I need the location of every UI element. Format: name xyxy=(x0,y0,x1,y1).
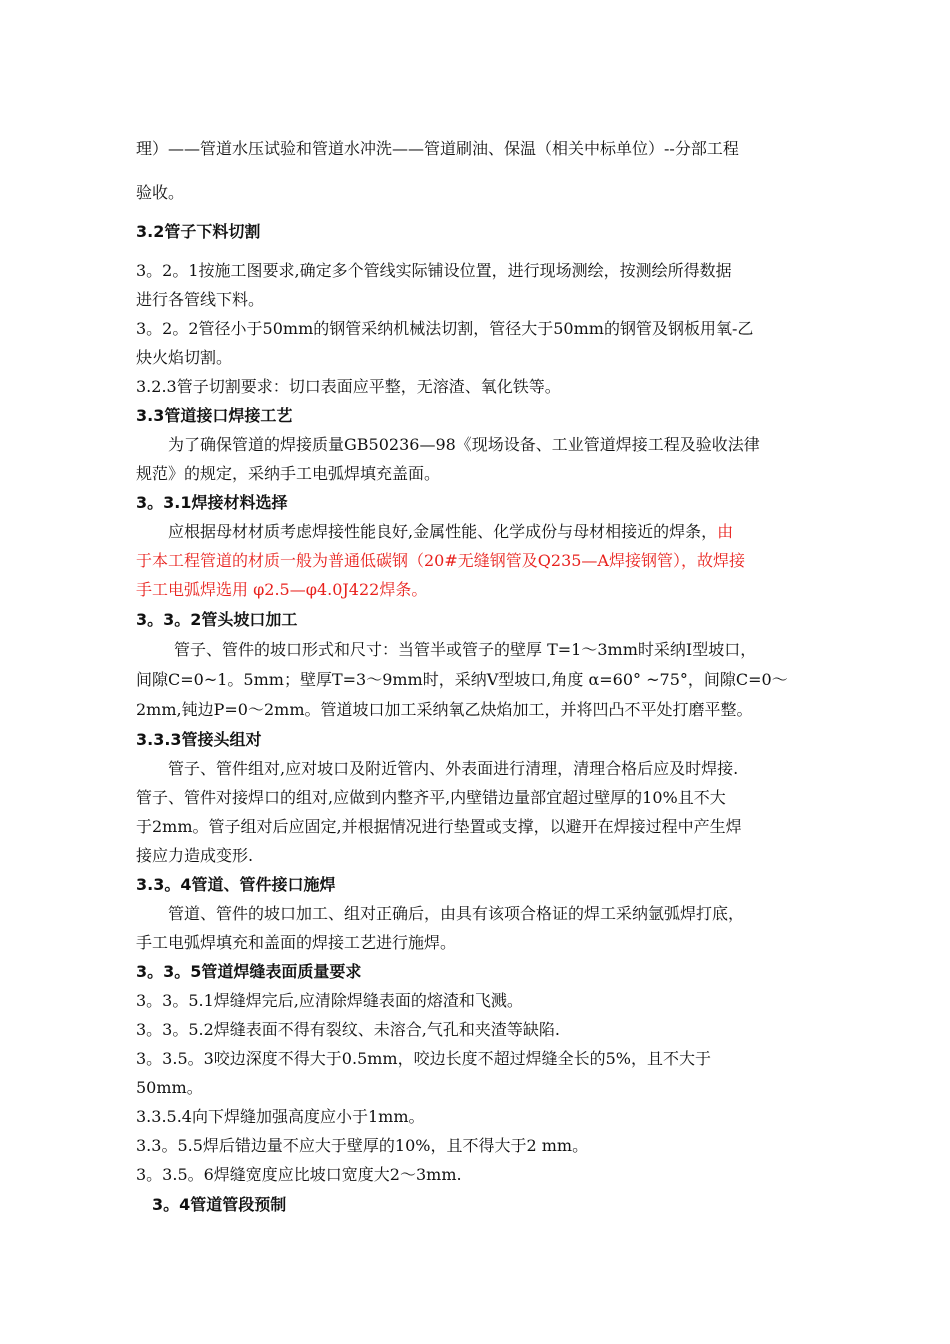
highlighted-text: 由 xyxy=(717,522,734,541)
paragraph-line xyxy=(168,521,733,543)
paragraph-line: 于2mm。管子组对后应固定,并根据情况进行垫置或支撑，以避开在焊接过程中产生焊 xyxy=(136,817,742,836)
section-heading-3-3-2: 3。3。2管头坡口加工 xyxy=(136,610,298,629)
paragraph-line: 3。3.5。6焊缝宽度应比坡口宽度大2～3mm. xyxy=(136,1165,462,1184)
section-heading-3-4: 3。4管道管段预制 xyxy=(152,1195,287,1214)
paragraph-line: 管道、管件的坡口加工、组对正确后，由具有该项合格证的焊工采纳氩弧焊打底， xyxy=(168,904,745,923)
paragraph-line: 3。3.5。3咬边深度不得大于0.5mm，咬边长度不超过焊缝全长的5%，且不大于 xyxy=(136,1049,711,1068)
paragraph-line: 3。3。5.1焊缝焊完后,应清除焊缝表面的熔渣和飞溅。 xyxy=(136,991,523,1010)
paragraph-line: 3.3。5.5焊后错边量不应大于壁厚的10%，且不得大于2 mm。 xyxy=(136,1136,589,1155)
paragraph-line: 2mm,钝边P=0～2mm。管道坡口加工采纳氧乙炔焰加工，并将凹凸不平处打磨平整。 xyxy=(136,700,753,719)
section-heading-3-3-5: 3。3。5管道焊缝表面质量要求 xyxy=(136,962,362,981)
paragraph-line: 3。2。2管径小于50mm的钢管采纳机械法切割，管径大于50mm的钢管及钢板用氧-乙 xyxy=(136,319,754,338)
paragraph-line: 为了确保管道的焊接质量GB50236—98《现场设备、工业管道焊接工程及验收法律 xyxy=(168,435,760,454)
section-heading-3-3-3: 3.3.3管接头组对 xyxy=(136,730,262,749)
paragraph-line: 理）——管道水压试验和管道水冲洗——管道刷油、保温（相关中标单位）--分部工程 xyxy=(136,139,739,158)
paragraph-text: 应根据母材材质考虑焊接性能良好,金属性能、化学成份与母材相接近的焊条， xyxy=(168,522,718,541)
paragraph-line: 3.3.5.4向下焊缝加强高度应小于1mm。 xyxy=(136,1107,425,1126)
paragraph-line: 间隙C=0~1。5mm；壁厚T=3～9mm时，采纳V型坡口,角度 α=60° ~75°，间隙C=0～ xyxy=(136,670,788,689)
section-heading-3-3: 3.3管道接口焊接工艺 xyxy=(136,406,293,425)
paragraph-line: 管子、管件组对,应对坡口及附近管内、外表面进行清理，清理合格后应及时焊接. xyxy=(168,759,739,778)
paragraph-line: 3.2.3管子切割要求：切口表面应平整，无溶渣、氧化铁等。 xyxy=(136,377,561,396)
paragraph-line: 3。2。1按施工图要求,确定多个管线实际铺设位置，进行现场测绘，按测绘所得数据 xyxy=(136,261,732,280)
paragraph-line: 手工电弧焊填充和盖面的焊接工艺进行施焊。 xyxy=(136,933,457,952)
section-heading-3-3-1: 3。3.1焊接材料选择 xyxy=(136,493,288,512)
paragraph-line: 管子、管件的坡口形式和尺寸：当管半或管子的壁厚 T=1～3mm时采纳I型坡口， xyxy=(174,640,757,659)
paragraph-line: 进行各管线下料。 xyxy=(136,290,265,309)
highlighted-line: 手工电弧焊选用 φ2.5—φ4.0J422焊条。 xyxy=(136,580,428,599)
highlighted-line: 于本工程管道的材质一般为普通低碳钢（20#无缝钢管及Q235—A焊接钢管），故焊接 xyxy=(136,551,745,570)
paragraph-line: 炔火焰切割。 xyxy=(136,348,233,367)
paragraph-line: 管子、管件对接焊口的组对,应做到内整齐平,内壁错边量部宜超过壁厚的10%且不大 xyxy=(136,788,726,807)
paragraph-line: 规范》的规定，采纳手工电弧焊填充盖面。 xyxy=(136,464,441,483)
paragraph-line: 3。3。5.2焊缝表面不得有裂纹、未溶合,气孔和夹渣等缺陷. xyxy=(136,1020,560,1039)
section-heading-3-3-4: 3.3。4管道、管件接口施焊 xyxy=(136,875,336,894)
section-heading-3-2: 3.2管子下料切割 xyxy=(136,222,261,241)
paragraph-line: 50mm。 xyxy=(136,1078,203,1097)
paragraph-line: 接应力造成变形. xyxy=(136,846,254,865)
paragraph-line: 验收。 xyxy=(136,183,185,202)
